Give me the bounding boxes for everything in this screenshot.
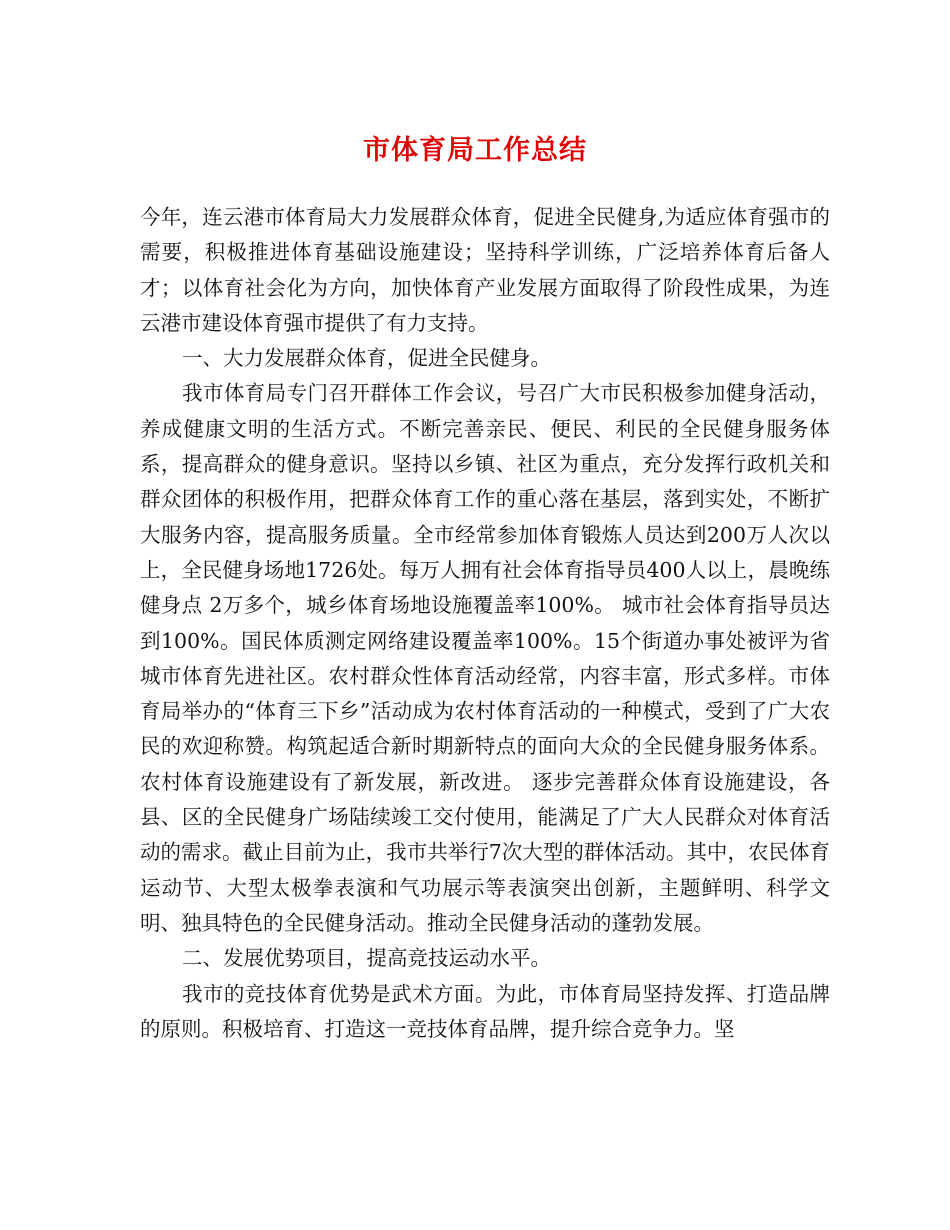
paragraph-intro: 今年，连云港市体育局大力发展群众体育，促进全民健身,为适应体育强市的需要，积极推进体育基础设施建设；坚持科学训练，广泛培养体育后备人才；以体育社会化为方向，加快体育产业发展方面取得了阶段性成果，为连云港市建设体育强市提供了有力支持。 bbox=[140, 205, 830, 335]
document-title: 市体育局工作总结 bbox=[363, 135, 587, 166]
paragraph-section-1: 我市体育局专门召开群体工作会议，号召广大市民积极参加健身活动，养成健康文明的生活方式。不断完善亲民、便民、利民的全民健身服务体系，提高群众的健身意识。坚持以乡镇、社区为重点，充分发挥行政机关和群众团体的积极作用，把群众体育工作的重心落在基层，落到实处，不断扩大服务内容，提高服务质量。全市经常参加体育锻炼人员达到200万人次以上，全民健身场地1726处。每万人拥有社会体育指导员400人以上，晨晚练健身点 2万多个，城乡体育场地设施覆盖率100%。 城市社会体育指导员达到100%。国民体质测定网络建设覆盖率100%。15个街道办事处被评为省城市体育先进社区。农村群众性体育活动经常，内容丰富，形式多样。市体育局举办的“体育三下乡”活动成为农村体育活动的一种模式，受到了广大农民的欢迎称赞。构筑起适合新时期新特点的面向大众的全民健身服务体系。农村体育设施建设有了新发展，新改进。 逐步完善群众体育设施建设，各县、区的全民健身广场陆续竣工交付使用，能满足了广大人民群众对体育活动的需求。截止目前为止，我市共举行7次大型的群体活动。其中，农民体育运动节、大型太极拳表演和气功展示等表演突出创新，主题鲜明、科学文明、独具特色的全民健身活动。推动全民健身活动的蓬勃发展。 bbox=[140, 381, 830, 935]
section-heading-1: 一、大力发展群众体育，促进全民健身。 bbox=[182, 346, 551, 371]
paragraph-section-2: 我市的竞技体育优势是武术方面。为此，市体育局坚持发挥、打造品牌的原则。积极培育、打造这一竞技体育品牌，提升综合竞争力。坚 bbox=[140, 981, 830, 1041]
section-heading-2: 二、发展优势项目，提高竞技运动水平。 bbox=[182, 946, 551, 971]
document-body bbox=[140, 200, 830, 1047]
